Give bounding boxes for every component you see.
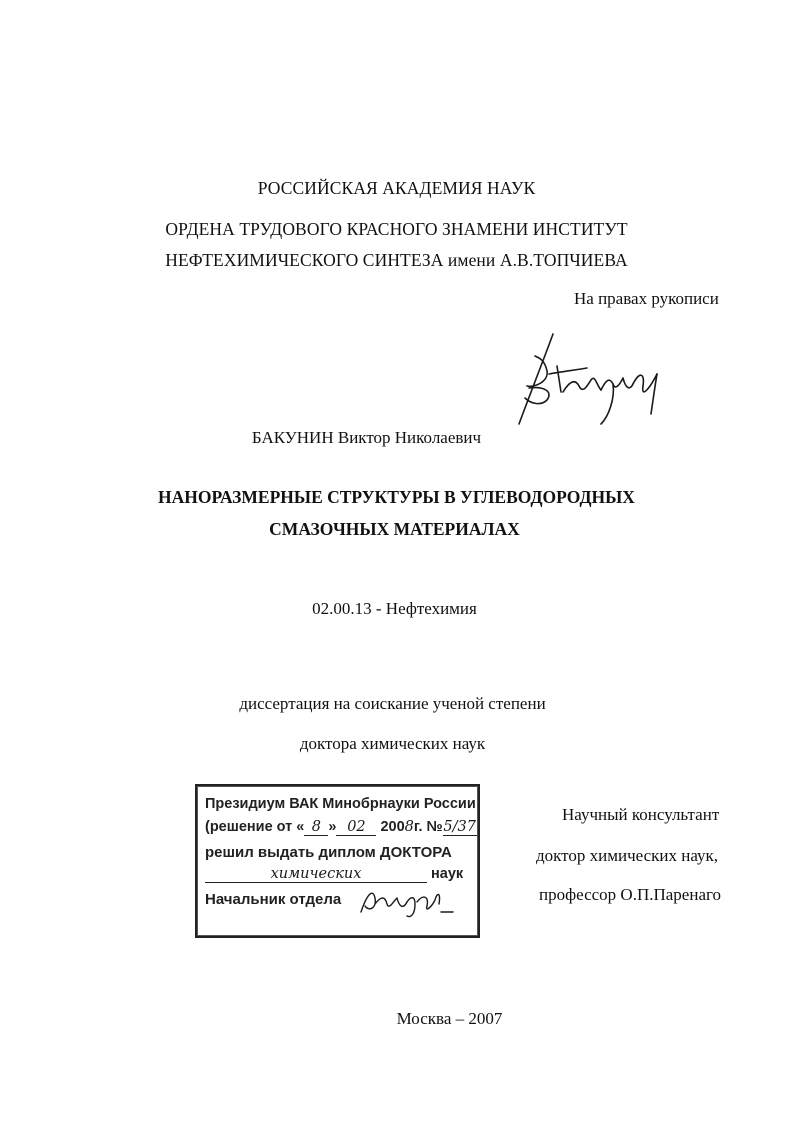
consultant-degree: доктор химических наук, (536, 846, 719, 865)
stamp-field-suffix: наук (431, 866, 464, 882)
title-line-1: НАНОРАЗМЕРНЫЕ СТРУКТУРЫ В УГЛЕВОДОРОДНЫХ (158, 487, 635, 507)
stamp-year-digit: 8 (404, 819, 414, 835)
degree-line-2: доктора химических наук (299, 734, 486, 753)
title-line-2: СМАЗОЧНЫХ МАТЕРИАЛАХ (269, 519, 520, 539)
stamp-month-sep: » (328, 819, 337, 835)
consultant-label: Научный консультант (562, 805, 720, 824)
institute-line-1: ОРДЕНА ТРУДОВОГО КРАСНОГО ЗНАМЕНИ ИНСТИТУТ (165, 219, 628, 239)
stamp-day: 8 (304, 819, 328, 836)
stamp-decision-line (205, 819, 477, 836)
stamp-year-prefix: 200 (380, 819, 405, 835)
author-signature (505, 326, 675, 431)
manuscript-note: На правах рукописи (574, 289, 719, 308)
institute-line-2: НЕФТЕХИМИЧЕСКОГО СИНТЕЗА имени А.В.ТОПЧИЕВА (165, 250, 628, 270)
stamp-line-3: решил выдать диплом ДОКТОРА (205, 844, 452, 861)
stamp-line-1: Президиум ВАК Минобрнауки России (205, 796, 476, 812)
stamp-field-line (205, 866, 463, 883)
academy-name: РОССИЙСКАЯ АКАДЕМИЯ НАУК (257, 178, 536, 198)
stamp-decision-prefix: (решение от « (205, 819, 305, 835)
stamp-signature (357, 884, 457, 920)
stamp-year-suffix: г. № (413, 819, 443, 835)
specialty-code: 02.00.13 - Нефтехимия (312, 599, 477, 618)
author-name: БАКУНИН Виктор Николаевич (251, 428, 482, 447)
stamp-line-5: Начальник отдела (205, 891, 342, 908)
city-year: Москва – 2007 (396, 1009, 503, 1028)
stamp-month: 02 (336, 819, 376, 836)
vak-stamp (195, 784, 480, 938)
stamp-number: 5/37 (443, 819, 476, 835)
consultant-name: профессор О.П.Паренаго (539, 885, 722, 904)
degree-line-1: диссертация на соискание ученой степени (239, 694, 546, 713)
stamp-field-handwritten: химических (205, 866, 427, 883)
